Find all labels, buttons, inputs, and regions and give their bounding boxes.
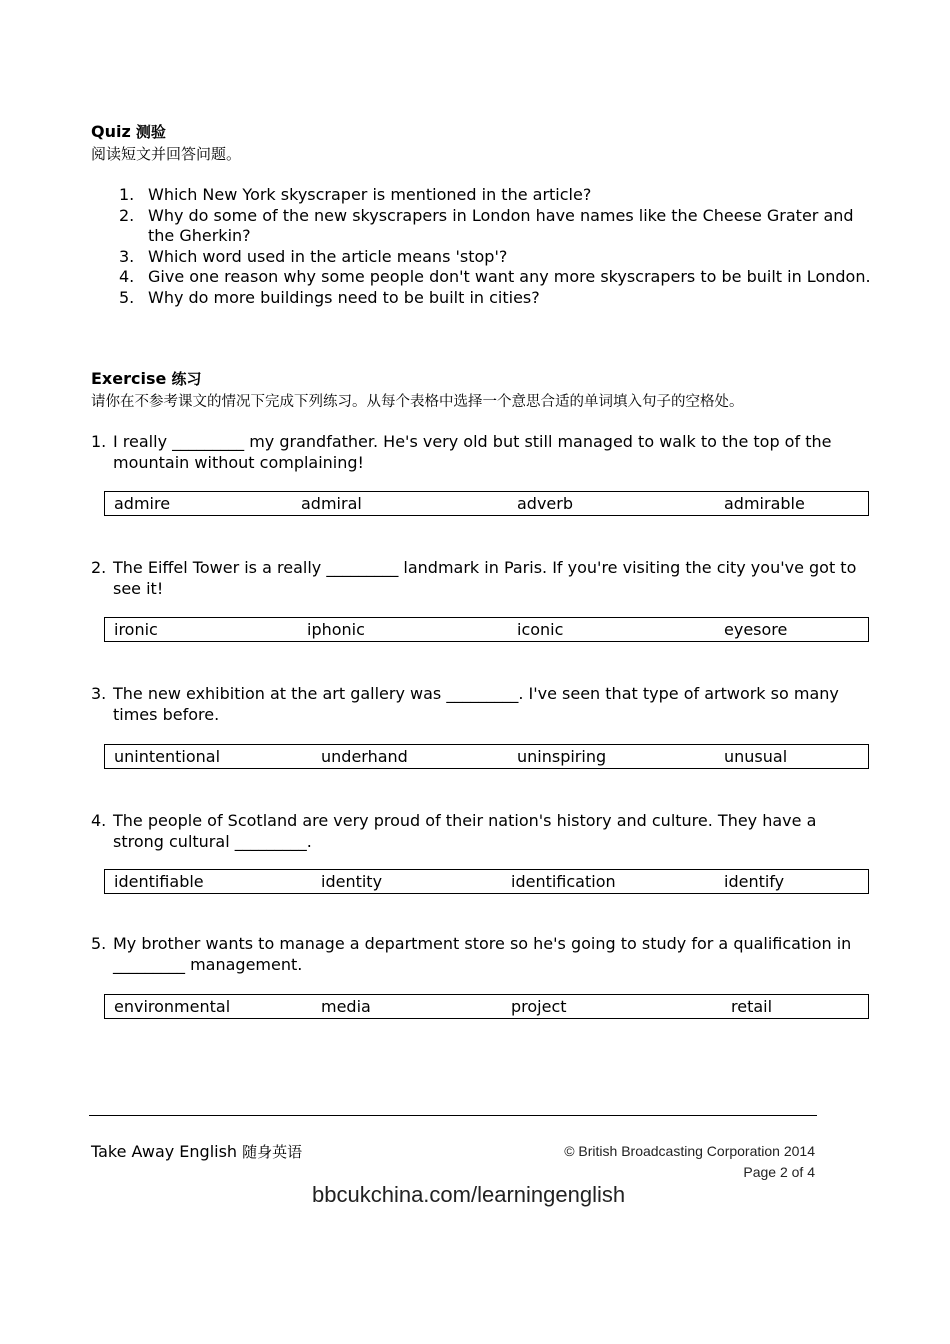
option-cell: ironic [114, 620, 158, 639]
quiz-instruction: 阅读短文并回答问题。 [91, 145, 242, 163]
exercise-question: 5. My brother wants to manage a department store so he's going to study for a qualification in _________ management. [91, 934, 852, 974]
options-table [104, 617, 869, 642]
option-cell: unusual [724, 747, 788, 766]
footer-series-name: Take Away English [91, 1142, 238, 1161]
footer-divider [89, 1115, 817, 1116]
option-cell: identification [511, 872, 616, 891]
option-cell: identity [321, 872, 383, 891]
quiz-question: 3. Which word used in the article means 'stop'? [119, 246, 508, 266]
quiz-title: Quiz [91, 122, 131, 141]
option-cell: underhand [321, 747, 408, 766]
footer-page-number: Page 2 of 4 [743, 1163, 815, 1180]
quiz-question: 2. Why do some of the new skyscrapers in London have names like the Cheese Grater and the Gherkin? [119, 205, 854, 245]
option-cell: uninspiring [517, 747, 607, 766]
quiz-question: 4. Give one reason why some people don't want any more skyscrapers to be built in London. [119, 267, 871, 286]
footer-copyright: © British Broadcasting Corporation 2014 [564, 1143, 815, 1159]
option-cell: eyesore [724, 620, 788, 639]
option-cell: admire [114, 494, 171, 513]
quiz-question: 5. Why do more buildings need to be built in cities? [119, 287, 540, 307]
footer-series-name-cn: 随身英语 [242, 1143, 303, 1161]
option-cell: admiral [301, 494, 362, 513]
option-cell: adverb [517, 494, 574, 513]
option-cell: media [321, 997, 371, 1016]
option-cell: identify [724, 872, 785, 891]
exercise-question: 2. The Eiffel Tower is a really _________ landmark in Paris. If you're visiting the city you've got to see it! [91, 558, 857, 598]
options-table [104, 869, 869, 894]
exercise-instruction: 请你在不参考课文的情况下完成下列练习。从每个表格中选择一个意思合适的单词填入句子的空格处。 [91, 394, 744, 410]
exercise-question: 4. The people of Scotland are very proud of their nation's history and culture. They have a strong cultural _________. [91, 811, 817, 851]
option-cell: iconic [517, 620, 564, 639]
footer-series [91, 1141, 302, 1162]
option-cell: iphonic [307, 620, 365, 639]
options-table [104, 491, 869, 516]
exercise-heading [91, 368, 201, 389]
exercise-question: 3. The new exhibition at the art gallery was _________. I've seen that type of artwork so many times before. [91, 684, 839, 724]
option-cell: admirable [724, 494, 805, 513]
quiz-question-list [91, 185, 871, 308]
exercise-title: Exercise [91, 369, 167, 388]
quiz-question: 1. Which New York skyscraper is mentioned in the article? [119, 185, 592, 204]
footer-url[interactable]: bbcukchina.com/learningenglish [312, 1182, 626, 1207]
exercise-title-cn: 练习 [171, 370, 202, 388]
options-table [104, 994, 869, 1019]
footer-meta [564, 1141, 815, 1182]
option-cell: project [511, 997, 567, 1016]
option-cell: retail [731, 997, 773, 1016]
option-cell: unintentional [114, 747, 221, 766]
quiz-heading [91, 121, 166, 142]
option-cell: environmental [114, 997, 231, 1016]
options-table [104, 744, 869, 769]
quiz-title-cn: 测验 [135, 123, 166, 141]
option-cell: identifiable [114, 872, 204, 891]
exercise-question: 1. I really _________ my grandfather. He's very old but still managed to walk to the top of the mountain without complaining! [91, 432, 832, 472]
